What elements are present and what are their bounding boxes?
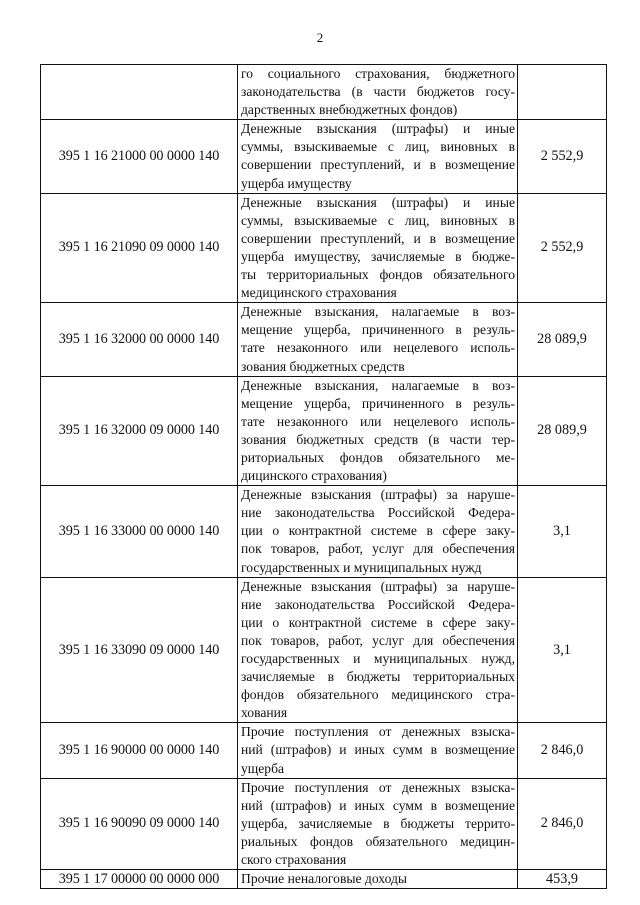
amount-value xyxy=(518,65,607,120)
revenue-description xyxy=(238,723,518,778)
description-line: пок товаров, работ, услуг для обеспечения xyxy=(241,632,515,648)
revenue-description xyxy=(238,65,518,120)
description-line: пок товаров, работ, услуг для обеспечения xyxy=(241,541,515,557)
description-line: Денежные взыскания (штрафы) и иные xyxy=(241,194,515,210)
description-line: законодательства (в части бюджетов госу- xyxy=(241,84,515,100)
revenue-description xyxy=(238,193,518,303)
description-line: совершении преступлений, и в возмещение xyxy=(241,230,515,246)
revenue-description xyxy=(238,486,518,577)
description-line: Денежные взыскания (штрафы) и иные xyxy=(241,121,515,137)
table-row xyxy=(41,486,607,577)
description-line: ты территориальных фондов обязательного xyxy=(241,267,515,283)
budget-code xyxy=(41,65,238,120)
description-line: дицинского страхования) xyxy=(241,468,387,484)
revenue-table xyxy=(40,64,607,889)
description-line: ущерба xyxy=(241,760,285,776)
revenue-description xyxy=(238,577,518,723)
revenue-description xyxy=(238,376,518,486)
revenue-description xyxy=(238,870,518,889)
amount-value: 28 089,9 xyxy=(518,376,607,486)
description-line: ции о контрактной системе в сфере заку- xyxy=(241,614,515,630)
description-line: мещение ущерба, причиненного в резуль- xyxy=(241,395,515,411)
budget-code: 395 1 16 21090 09 0000 140 xyxy=(41,193,238,303)
table-row xyxy=(41,577,607,723)
description-line: медицинского страхования xyxy=(241,285,397,301)
budget-code: 395 1 17 00000 00 0000 000 xyxy=(41,870,238,889)
table-row xyxy=(41,723,607,778)
budget-code: 395 1 16 32000 09 0000 140 xyxy=(41,376,238,486)
description-line: Прочие неналоговые доходы xyxy=(241,871,408,887)
amount-value: 2 846,0 xyxy=(518,723,607,778)
description-line: ние законодательства Российской Федера- xyxy=(241,596,515,612)
description-line: ущерба, зачисляемые в бюджеты террито- xyxy=(241,815,515,831)
description-line: Денежные взыскания, налагаемые в воз- xyxy=(241,304,515,320)
table-row xyxy=(41,303,607,376)
description-line: ний (штрафов) и иных сумм в возмещение xyxy=(241,797,515,813)
description-line: Денежные взыскания, налагаемые в воз- xyxy=(241,377,515,393)
description-line: риальных фондов обязательного медицин- xyxy=(241,833,515,849)
amount-value: 2 846,0 xyxy=(518,778,607,869)
description-line: риториальных фондов обязательного ме- xyxy=(241,449,515,465)
revenue-description xyxy=(238,778,518,869)
description-line: хования xyxy=(241,705,288,721)
description-line: го социального страхования, бюджетного xyxy=(241,66,515,81)
table-row xyxy=(41,778,607,869)
description-line: зачисляемые в бюджеты территориальных xyxy=(241,669,515,685)
budget-code: 395 1 16 33090 09 0000 140 xyxy=(41,577,238,723)
description-line: тате незаконного или нецелевого исполь- xyxy=(241,413,515,429)
budget-code: 395 1 16 90090 09 0000 140 xyxy=(41,778,238,869)
table-row xyxy=(41,120,607,193)
amount-value: 453,9 xyxy=(518,870,607,889)
description-line: зования бюджетных средств (в части тер- xyxy=(241,431,515,447)
description-line: тате незаконного или нецелевого исполь- xyxy=(241,340,515,356)
amount-value: 3,1 xyxy=(518,486,607,577)
table-row xyxy=(41,870,607,889)
description-line: ний (штрафов) и иных сумм в возмещение xyxy=(241,742,515,758)
revenue-table-body xyxy=(41,65,607,889)
description-line: суммы, взыскиваемые с лиц, виновных в xyxy=(241,139,515,155)
amount-value: 2 552,9 xyxy=(518,120,607,193)
description-line: ции о контрактной системе в сфере заку- xyxy=(241,523,515,539)
description-line: государственных и муниципальных нужд, xyxy=(241,651,515,666)
description-line: дарственных внебюджетных фондов) xyxy=(241,102,458,118)
description-line: ущерба имуществу, зачисляемые в бюдже- xyxy=(241,248,515,264)
amount-value: 2 552,9 xyxy=(518,193,607,303)
description-line: ние законодательства Российской Федера- xyxy=(241,505,515,521)
revenue-description xyxy=(238,303,518,376)
description-line: ского страхования xyxy=(241,852,347,868)
amount-value: 28 089,9 xyxy=(518,303,607,376)
budget-code: 395 1 16 90000 00 0000 140 xyxy=(41,723,238,778)
revenue-description xyxy=(238,120,518,193)
table-row xyxy=(41,193,607,303)
description-line: Денежные взыскания (штрафы) за наруше- xyxy=(241,578,515,594)
description-line: суммы, взыскиваемые с лиц, виновных в xyxy=(241,212,515,228)
description-line: государственных и муниципальных нужд xyxy=(241,559,482,575)
page-number: 2 xyxy=(316,30,324,45)
description-line: зования бюджетных средств xyxy=(241,358,405,374)
budget-code: 395 1 16 21000 00 0000 140 xyxy=(41,120,238,193)
description-line: Прочие поступления от денежных взыска- xyxy=(241,724,515,740)
description-line: мещение ущерба, причиненного в резуль- xyxy=(241,322,515,338)
description-line: Прочие поступления от денежных взыска- xyxy=(241,779,515,795)
budget-code: 395 1 16 33000 00 0000 140 xyxy=(41,486,238,577)
table-row xyxy=(41,65,607,120)
description-line: фондов обязательного медицинского стра- xyxy=(241,687,515,703)
description-line: ущерба имуществу xyxy=(241,175,352,191)
description-line: совершении преступлений, и в возмещение xyxy=(241,157,515,173)
amount-value: 3,1 xyxy=(518,577,607,723)
budget-code: 395 1 16 32000 00 0000 140 xyxy=(41,303,238,376)
description-line: Денежные взыскания (штрафы) за наруше- xyxy=(241,487,515,503)
table-row xyxy=(41,376,607,486)
